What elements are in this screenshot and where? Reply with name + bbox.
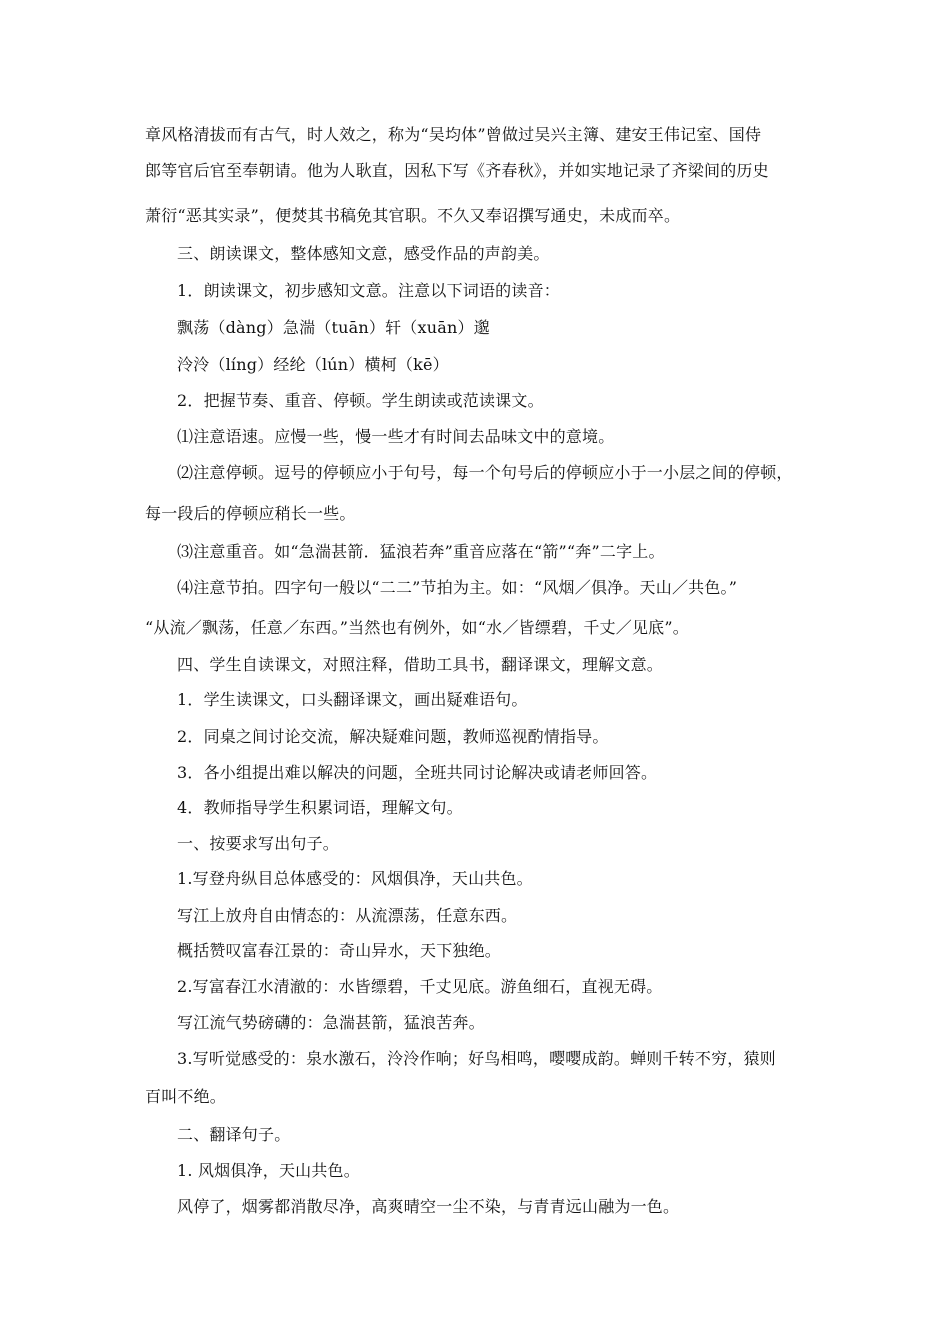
text-line: 1．学生读课文，口头翻译课文，画出疑难语句。 [177, 690, 528, 709]
text-line: 风停了，烟雾都消散尽净，高爽晴空一尘不染，与青青远山融为一色。 [177, 1197, 680, 1216]
text-line: 概括赞叹富春江景的：奇山异水，天下独绝。 [177, 941, 502, 960]
text-line: 章风格清拔而有古气，时人效之，称为“吴均体”曾做过吴兴主簿、建安王伟记室、国侍 [145, 125, 762, 144]
text-line: “从流／飘荡，任意／东西。”当然也有例外，如“水／皆缥碧，千丈／见底”。 [145, 618, 689, 637]
text-line: 萧衍“恶其实录”，便焚其书稿免其官职。不久又奉诏撰写通史，未成而卒。 [145, 206, 681, 225]
pronunciation-line: 泠泠（líng）经纶（lún）横柯（kē） [177, 355, 449, 374]
section-heading: 三、朗读课文，整体感知文意，感受作品的声韵美。 [177, 244, 550, 263]
text-line: 3．各小组提出难以解决的问题，全班共同讨论解决或请老师回答。 [177, 763, 658, 782]
text-line: 写江上放舟自由情态的：从流漂荡，任意东西。 [177, 906, 518, 925]
text-line: 1．朗读课文，初步感知文意。注意以下词语的读音： [177, 281, 560, 300]
text-line: 每一段后的停顿应稍长一些。 [145, 504, 356, 523]
text-line: 百叫不绝。 [145, 1087, 227, 1106]
section-heading: 二、翻译句子。 [177, 1125, 291, 1144]
text-line: 1.写登舟纵目总体感受的：风烟俱净，天山共色。 [177, 869, 533, 888]
text-line: 2.写富春江水清澈的：水皆缥碧，千丈见底。游鱼细石，直视无碍。 [177, 977, 663, 996]
section-heading: 一、按要求写出句子。 [177, 834, 340, 853]
text-line: 2．同桌之间讨论交流，解决疑难问题，教师巡视酌情指导。 [177, 727, 609, 746]
text-line: 2．把握节奏、重音、停顿。学生朗读或范读课文。 [177, 391, 544, 410]
pronunciation-line: 飘荡（dàng）急湍（tuān）轩（xuān）邈 [177, 318, 490, 337]
text-line: ⑷注意节拍。四字句一般以“二二”节拍为主。如：“风烟／俱净。天山／共色。” [177, 578, 738, 597]
text-line: ⑴注意语速。应慢一些，慢一些才有时间去品味文中的意境。 [177, 427, 615, 446]
text-line: 3.写听觉感受的：泉水激石，泠泠作响；好鸟相鸣，嘤嘤成韵。蝉则千转不穷，猿则 [177, 1049, 776, 1068]
text-line: ⑵注意停顿。逗号的停顿应小于句号，每一个句号后的停顿应小于一小层之间的停顿， [177, 463, 793, 482]
section-heading: 四、学生自读课文，对照注释，借助工具书，翻译课文，理解文意。 [177, 655, 664, 674]
text-line: 1. 风烟俱净，天山共色。 [177, 1161, 360, 1180]
text-line: 写江流气势磅礴的：急湍甚箭，猛浪苦奔。 [177, 1013, 485, 1032]
text-line: 郎等官后官至奉朝请。他为人耿直，因私下写《齐春秋》，并如实地记录了齐梁间的历史 [145, 161, 769, 180]
text-line: 4．教师指导学生积累词语，理解文句。 [177, 798, 463, 817]
text-line: ⑶注意重音。如“急湍甚箭．猛浪若奔”重音应落在“箭”“奔”二字上。 [177, 542, 665, 561]
